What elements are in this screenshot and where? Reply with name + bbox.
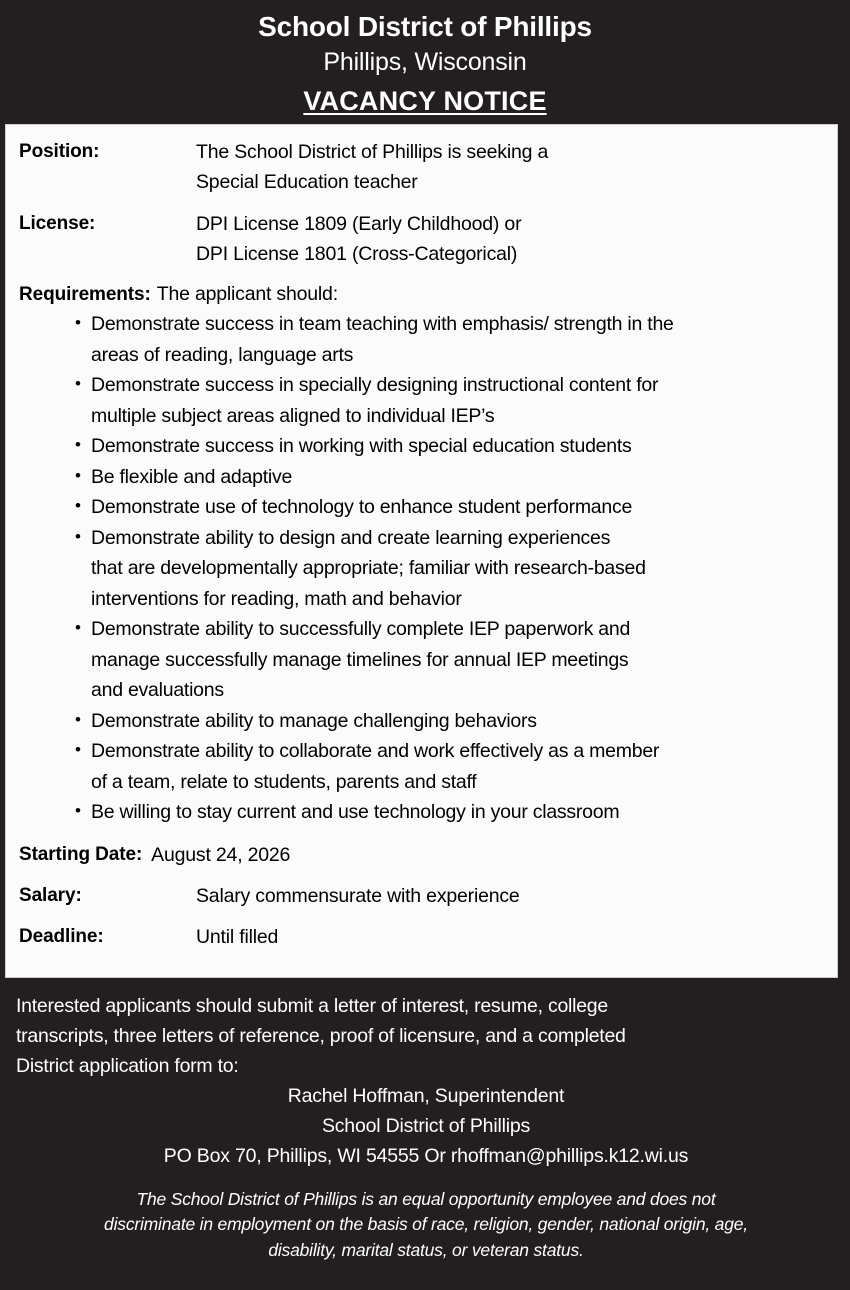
application-instructions (16, 991, 836, 1081)
eeo-line-1: The School District of Phillips is an equal opportunity employee and does not (136, 1188, 716, 1209)
list-item-line: multiple subject areas aligned to individual IEP’s (91, 404, 495, 427)
bullet-icon: • (75, 465, 81, 485)
bullet-icon: • (75, 526, 81, 546)
list-item-line: and evaluations (91, 679, 224, 701)
city-state: Phillips, Wisconsin (323, 48, 527, 76)
list-item-line: Demonstrate success in working with special education students (91, 435, 632, 457)
requirements-intro: The applicant should: (156, 283, 338, 305)
list-item-line: Demonstrate use of technology to enhance student performance (91, 496, 633, 518)
contact-address: PO Box 70, Phillips, WI 54555 Or rhoffman@phillips.k12.wi.us (163, 1144, 689, 1167)
position-value (196, 137, 548, 197)
eeo-line-3: disability, marital status, or veteran status. (268, 1239, 584, 1260)
salary-label: Salary: (19, 884, 82, 906)
bullet-icon: • (75, 313, 81, 332)
license-line-1: DPI License 1809 (Early Childhood) or (196, 213, 522, 235)
list-item-line: Demonstrate ability to successfully complete IEP paperwork and (91, 618, 631, 640)
list-item (75, 462, 827, 493)
list-item-line: Demonstrate success in specially designing instructional content for (91, 374, 659, 396)
equal-opportunity-statement (16, 1187, 836, 1264)
list-item-line: Be willing to stay current and use technology in your classroom (91, 801, 620, 823)
bullet-icon: • (75, 709, 81, 729)
starting-date-label: Starting Date: (19, 843, 143, 865)
document-header (0, 0, 850, 119)
requirements-block (19, 283, 827, 828)
instructions-line-3: District application form to: (16, 1054, 239, 1077)
contact-organization: School District of Phillips (321, 1114, 531, 1137)
list-item (75, 706, 827, 737)
list-item (75, 309, 827, 370)
district-name: School District of Phillips (258, 11, 592, 42)
field-license (19, 209, 827, 269)
list-item-line: Demonstrate ability to manage challenging behaviors (91, 709, 537, 732)
requirements-heading (19, 283, 827, 306)
bullet-icon: • (75, 374, 81, 393)
deadline-value: Until filled (196, 925, 279, 948)
field-salary (19, 881, 827, 911)
list-item (75, 431, 827, 462)
list-item-line: interventions for reading, math and behavior (91, 587, 462, 610)
tail-fields (19, 840, 827, 952)
field-position (19, 137, 827, 197)
instructions-line-1: Interested applicants should submit a letter of interest, resume, college (16, 994, 608, 1017)
salary-value: Salary commensurate with experience (196, 884, 520, 907)
contact-block (16, 1081, 836, 1171)
list-item (75, 492, 827, 523)
panel-wrapper (0, 119, 850, 978)
list-item (75, 614, 827, 706)
requirements-list (19, 309, 827, 828)
deadline-label: Deadline: (19, 925, 104, 947)
list-item-line: of a team, relate to students, parents and staff (91, 770, 477, 793)
bullet-icon: • (75, 740, 81, 759)
list-item-line: Demonstrate success in team teaching with emphasis/ strength in the (91, 313, 674, 335)
license-label: License: (19, 213, 96, 234)
list-item (75, 797, 827, 828)
position-line-1: The School District of Phillips is seeking a (196, 141, 549, 163)
page-title: VACANCY NOTICE (303, 86, 547, 116)
bullet-icon: • (75, 496, 81, 515)
requirements-label: Requirements: (19, 284, 151, 305)
list-item (75, 736, 827, 797)
list-item-line: Be flexible and adaptive (91, 465, 293, 488)
list-item-line: areas of reading, language arts (91, 343, 354, 366)
field-deadline (19, 922, 827, 952)
position-label: Position: (19, 141, 100, 162)
contact-name: Rachel Hoffman, Superintendent (287, 1084, 565, 1107)
document-footer (0, 978, 850, 1290)
license-value (196, 209, 521, 269)
bullet-icon: • (75, 618, 81, 637)
field-starting-date (19, 840, 827, 870)
details-panel (5, 124, 838, 978)
list-item (75, 523, 827, 615)
bullet-icon: • (75, 435, 81, 454)
list-item (75, 370, 827, 431)
starting-date-value: August 24, 2026 (151, 843, 291, 866)
position-line-2: Special Education teacher (196, 171, 418, 193)
list-item-line: that are developmentally appropriate; familiar with research-based (91, 557, 646, 579)
instructions-line-2: transcripts, three letters of reference, proof of licensure, and a completed (16, 1024, 626, 1047)
list-item-line: Demonstrate ability to design and create learning experiences (91, 526, 611, 549)
list-item-line: Demonstrate ability to collaborate and work effectively as a member (91, 740, 660, 762)
license-line-2: DPI License 1801 (Cross-Categorical) (196, 243, 518, 265)
list-item-line: manage successfully manage timelines for annual IEP meetings (91, 648, 629, 671)
eeo-line-2: discriminate in employment on the basis of race, religion, gender, national origin, age, (104, 1214, 748, 1234)
bullet-icon: • (75, 801, 81, 820)
